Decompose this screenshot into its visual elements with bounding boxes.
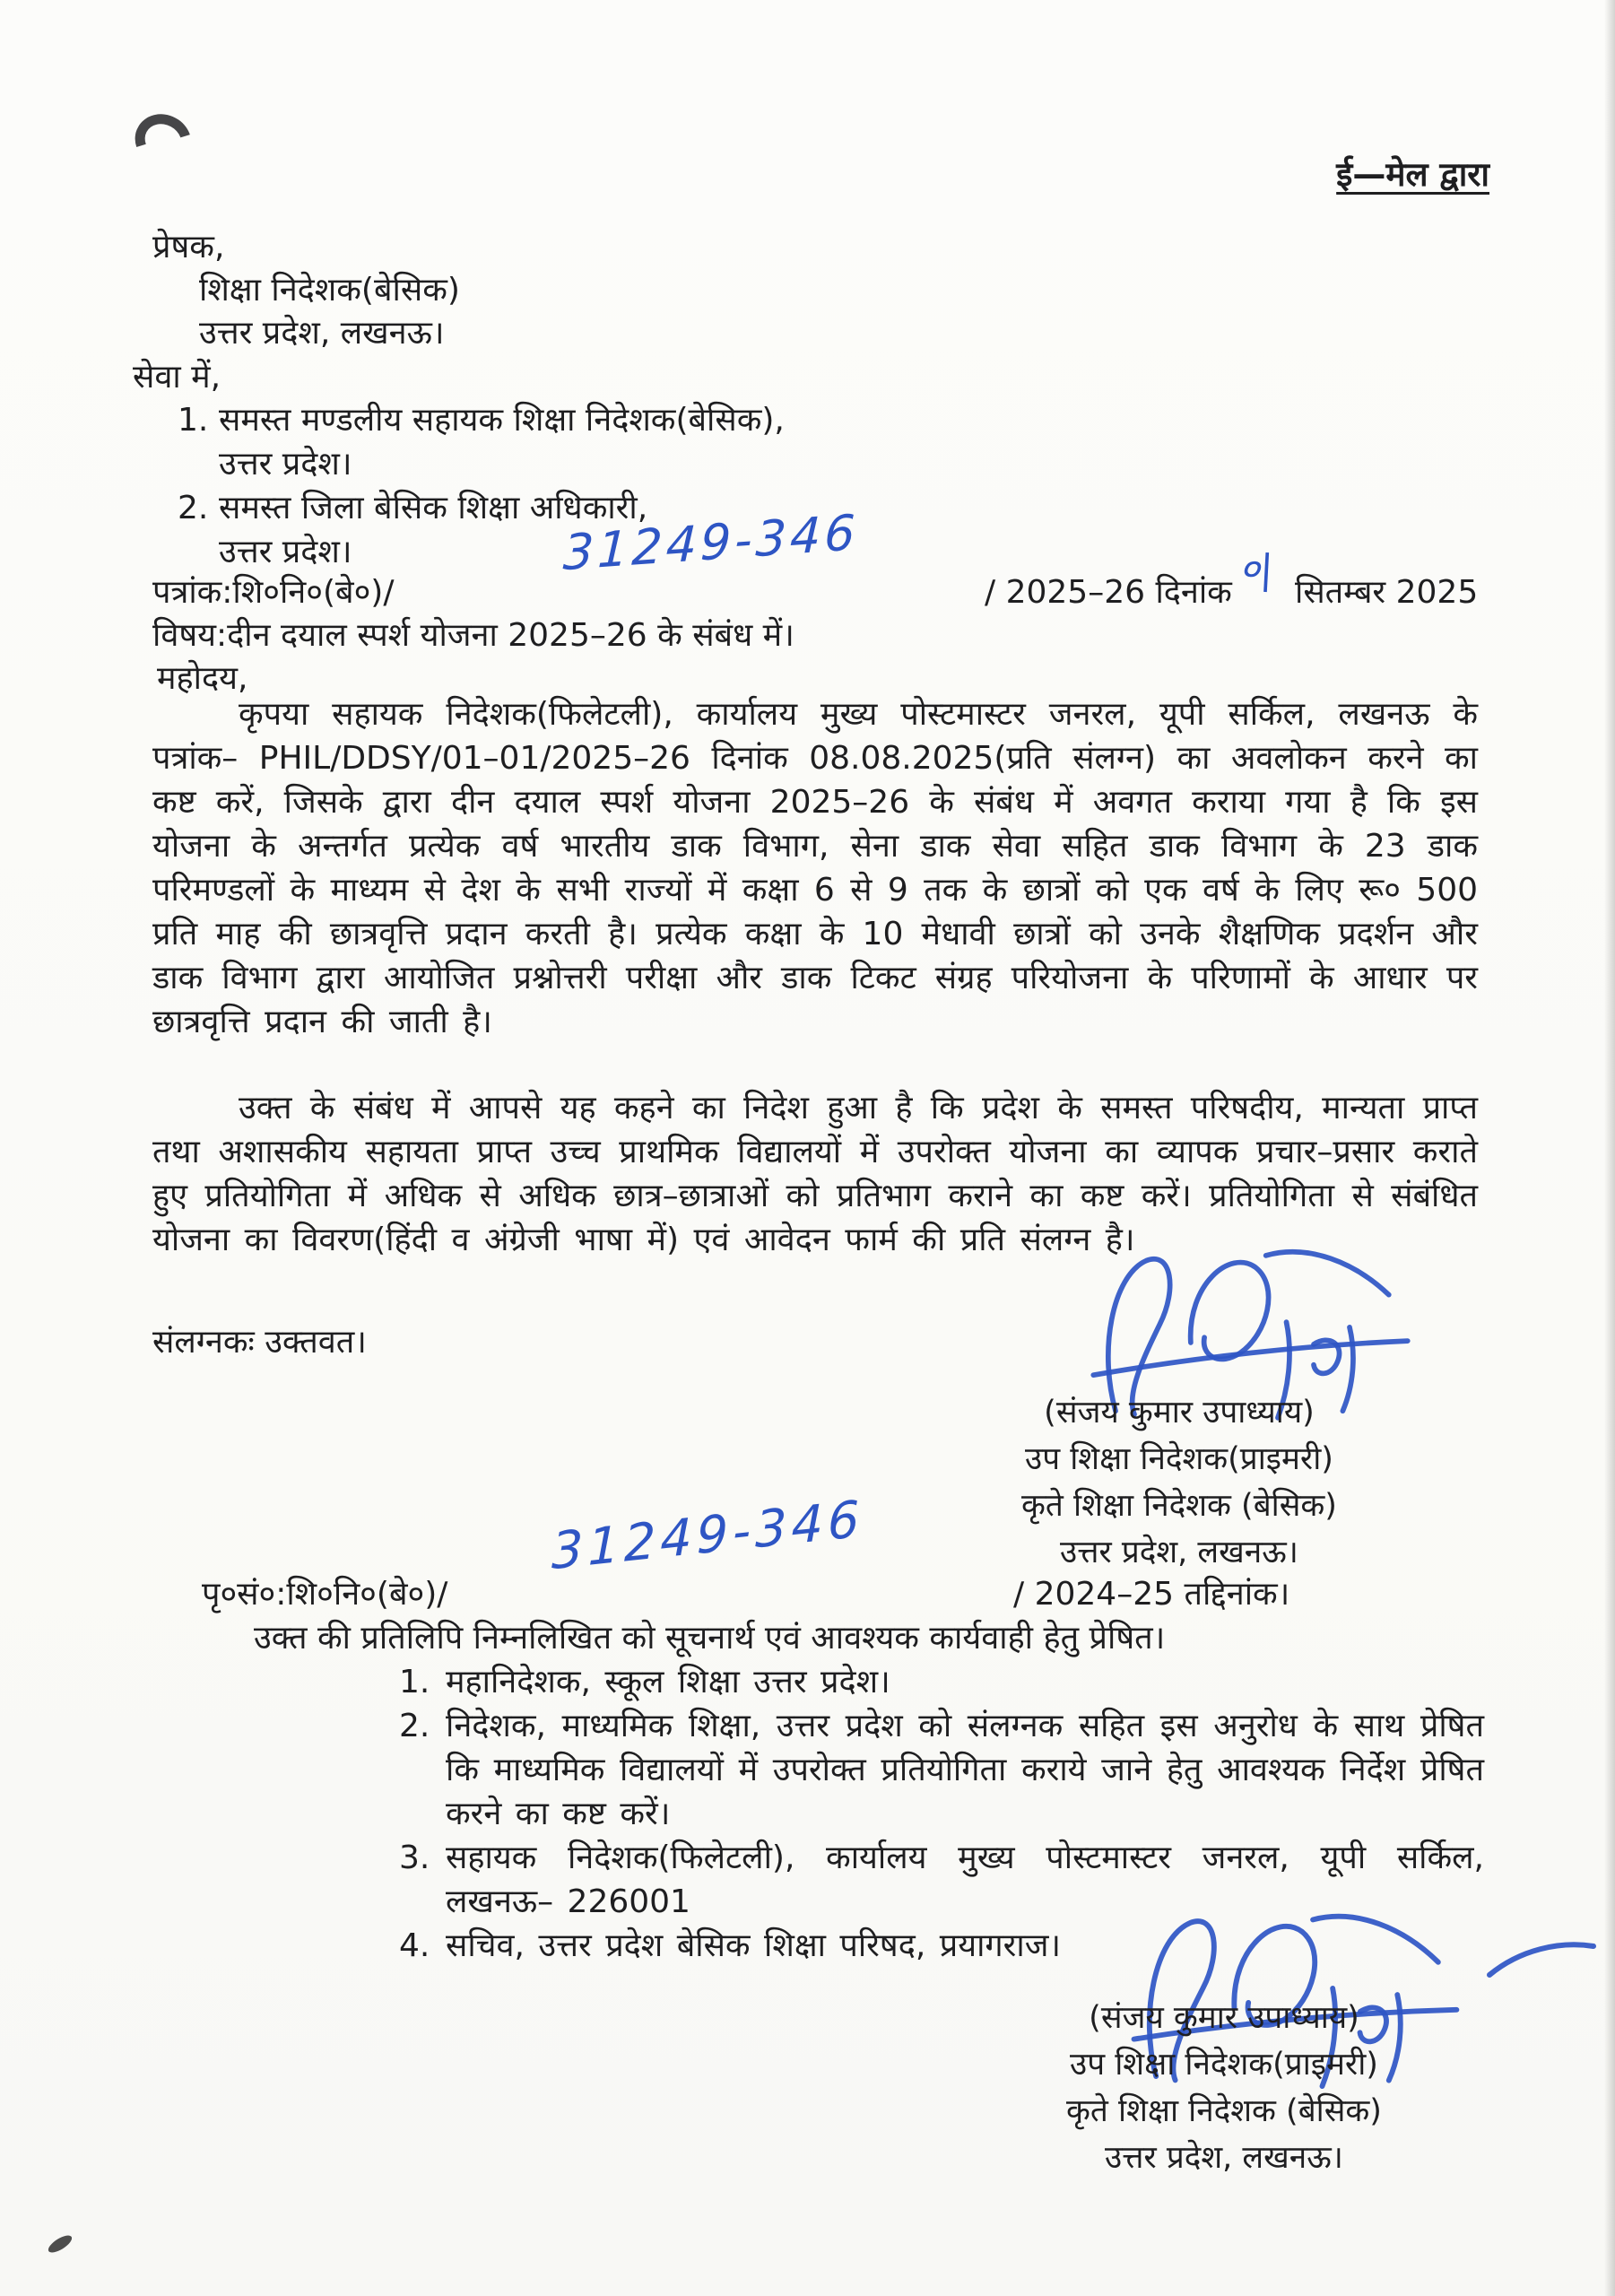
reference-suffix: सितम्बर 2025 bbox=[1295, 574, 1479, 611]
addressee-item-text: समस्त जिला बेसिक शिक्षा अधिकारी, bbox=[219, 490, 648, 526]
signature-block bbox=[1045, 1995, 1403, 2181]
endorsement-prefix: पृ०सं०:शि०नि०(बे०)/ bbox=[202, 1576, 448, 1613]
copy-item-number: 1. bbox=[399, 1664, 430, 1700]
copy-item-text: निदेशक, माध्यमिक शिक्षा, उत्तर प्रदेश को संलग्नक सहित इस अनुरोध के साथ प्रेषित कि माध्यमिक विद्यालयों में उपरोक्त प्रतियोगिता कराये जाने हेतु आवश्यक निर्देश प्रेषित करने का कष्ट करें। bbox=[446, 1708, 1484, 1832]
scan-corner-mark bbox=[46, 2232, 74, 2256]
copy-item-number: 4. bbox=[399, 1927, 430, 1964]
endorsement-number-handwritten: 31249-346 bbox=[551, 1490, 864, 1582]
endorsement-suffix: / 2024–25 तद्दिनांक। bbox=[1013, 1576, 1290, 1613]
signatory-on-behalf: कृते शिक्षा निदेशक (बेसिक) bbox=[1066, 2093, 1382, 2129]
addressee-item-continuation bbox=[178, 442, 785, 486]
sender-label: प्रेषक, bbox=[152, 229, 225, 265]
addressee-label: सेवा में, bbox=[133, 359, 221, 396]
addressee-item-indent bbox=[178, 530, 219, 574]
salutation: महोदय, bbox=[157, 660, 248, 697]
copy-item-text: सहायक निदेशक(फिलेटली), कार्यालय मुख्य पोस्टमास्टर जनरल, यूपी सर्किल, लखनऊ– 226001 bbox=[446, 1839, 1484, 1920]
reference-prefix: पत्रांक:शि०नि०(बे०)/ bbox=[152, 574, 395, 611]
addressee-item-text: उत्तर प्रदेश। bbox=[219, 534, 352, 570]
email-via-label: ई—मेल द्वारा bbox=[1336, 155, 1489, 194]
body-paragraph-1: कृपया सहायक निदेशक(फिलेटली), कार्यालय मुख्य पोस्टमास्टर जनरल, यूपी सर्किल, लखनऊ के पत्रांक– PHIL/DDSY/01–01/2025–26 दिनांक 08.08.2025(प्रति संलग्न) का अवलोकन करने का कष्ट करें, जिसके द्वारा दीन दयाल स्पर्श योजना 2025–26 के संबंध में अवगत कराया गया है कि इस योजना के अन्तर्गत प्रत्येक वर्ष भारतीय डाक विभाग, सेना डाक सेवा सहित डाक विभाग के 23 डाक परिमण्डलों के माध्यम से देश के सभी राज्यों में कक्षा 6 से 9 तक के छात्रों को एक वर्ष के लिए रू० 500 प्रति माह की छात्रवृत्ति प्रदान करती है। प्रत्येक कक्षा के 10 मेधावी छात्रों को उनके शैक्षणिक प्रदर्शन और डाक विभाग द्वारा आयोजित प्रश्नोत्तरी परीक्षा और डाक टिकट संग्रह परियोजना के परिणामों के आधार पर छात्रवृत्ति प्रदान की जाती है। bbox=[152, 696, 1478, 1040]
enclosure-line: संलग्नकः उक्तवत। bbox=[152, 1324, 367, 1361]
addressee-item-number: 2. bbox=[178, 490, 209, 526]
sender-location: उत्तर प्रदेश, लखनऊ। bbox=[199, 315, 445, 352]
copy-list-item bbox=[399, 1704, 1484, 1836]
sender-designation: शिक्षा निदेशक(बेसिक) bbox=[199, 272, 460, 309]
scan-edge-shadow bbox=[1604, 0, 1615, 2296]
subject-line: विषय:दीन दयाल स्पर्श योजना 2025–26 के संबंध में। bbox=[152, 617, 794, 654]
signatory-name: (संजय कुमार उपाध्याय) bbox=[1089, 2000, 1359, 2036]
punch-hole-artifact bbox=[126, 104, 201, 177]
addressee-item-indent bbox=[178, 442, 219, 486]
addressee-item-number: 1. bbox=[178, 402, 209, 439]
copy-list-item bbox=[399, 1660, 1484, 1704]
copy-item-text: महानिदेशक, स्कूल शिक्षा उत्तर प्रदेश। bbox=[446, 1664, 890, 1700]
reference-number-handwritten: 31249-346 bbox=[561, 503, 860, 582]
signatory-on-behalf: कृते शिक्षा निदेशक (बेसिक) bbox=[1021, 1488, 1337, 1524]
signatory-location: उत्तर प्रदेश, लखनऊ। bbox=[1060, 1535, 1298, 1570]
reference-middle: / 2025–26 दिनांक bbox=[985, 574, 1232, 611]
signatory-designation: उप शिक्षा निदेशक(प्राइमरी) bbox=[1025, 1441, 1333, 1477]
signatory-name: (संजय कुमार उपाध्याय) bbox=[1044, 1395, 1315, 1431]
copy-item-number: 2. bbox=[399, 1708, 430, 1744]
signatory-location: उत्तर प्रदेश, लखनऊ। bbox=[1105, 2140, 1343, 2176]
copy-intro: उक्त की प्रतिलिपि निम्नलिखित को सूचनार्थ एवं आवश्यक कार्यवाही हेतु प्रेषित। bbox=[254, 1620, 1166, 1657]
addressee-item-text: समस्त मण्डलीय सहायक शिक्षा निदेशक(बेसिक), bbox=[219, 402, 785, 439]
addressee-item-text: उत्तर प्रदेश। bbox=[219, 446, 352, 483]
body-paragraph-2: उक्त के संबंध में आपसे यह कहने का निदेश हुआ है कि प्रदेश के समस्त परिषदीय, मान्यता प्राप्त तथा अशासकीय सहायता प्राप्त उच्च प्राथमिक विद्यालयों में उपरोक्त योजना का व्यापक प्रचार–प्रसार कराते हुए प्रतियोगिता में अधिक से अधिक छात्र–छात्राओं को प्रतिभाग कराने का कष्ट करें। प्रतियोगिता से संबंधित योजना का विवरण(हिंदी व अंग्रेजी भाषा में) एवं आवेदन फार्म की प्रति संलग्न है। bbox=[152, 1090, 1478, 1258]
addressee-item bbox=[178, 398, 785, 442]
copy-item-number: 3. bbox=[399, 1839, 430, 1876]
copy-item-text: सचिव, उत्तर प्रदेश बेसिक शिक्षा परिषद, प्रयागराज। bbox=[446, 1927, 1062, 1964]
signature-block bbox=[1000, 1389, 1359, 1576]
pen-flourish-mark bbox=[1484, 1935, 1601, 1989]
reference-date-handwritten: ०| bbox=[1237, 545, 1275, 593]
signatory-designation: उप शिक्षा निदेशक(प्राइमरी) bbox=[1070, 2047, 1378, 2083]
